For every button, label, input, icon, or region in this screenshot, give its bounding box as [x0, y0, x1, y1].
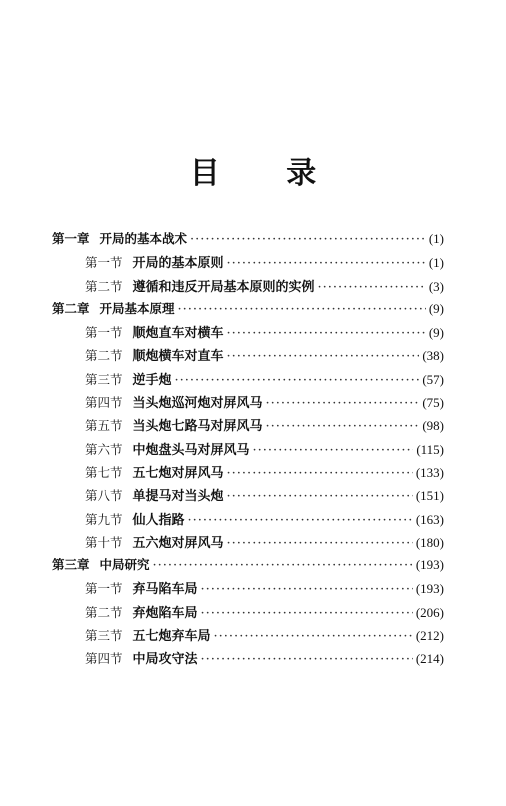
- entry-page: (212): [415, 628, 444, 644]
- entry-number: 第二节: [85, 604, 123, 620]
- leader-dots: [266, 396, 420, 411]
- entry-page: (1): [428, 255, 444, 271]
- entry-page: (214): [415, 651, 444, 667]
- entry-number: 第四节: [85, 395, 123, 411]
- toc-entry: [52, 415, 444, 438]
- toc-entry: [52, 299, 444, 322]
- leader-dots: [318, 280, 426, 295]
- entry-number: 第三节: [85, 371, 123, 387]
- leader-dots: [178, 302, 426, 317]
- entry-name: 顺炮横车对直车: [132, 349, 224, 365]
- entry-number: 第五节: [85, 418, 123, 434]
- toc-entry: [52, 322, 444, 345]
- toc-entry: [52, 252, 444, 275]
- entry-page: (115): [416, 441, 444, 457]
- leader-dots: [190, 232, 426, 247]
- toc-entry: [52, 485, 444, 508]
- entry-number: 第七节: [85, 464, 123, 480]
- entry-name: 当头炮巡河炮对屏风马: [132, 396, 263, 412]
- entry-number: 第一节: [85, 325, 123, 341]
- entry-name: 中局攻守法: [132, 652, 198, 668]
- entry-page: (1): [428, 231, 444, 246]
- toc-entry: [52, 509, 444, 532]
- toc-entry: [52, 462, 444, 485]
- entry-number: 第三节: [85, 628, 123, 644]
- toc-entry: [52, 625, 444, 648]
- entry-number: 第二章: [52, 300, 90, 316]
- toc-entry: [52, 439, 444, 462]
- entry-number: 第一节: [85, 581, 123, 597]
- entry-name: 中局研究: [99, 557, 150, 573]
- entry-name: 开局的基本原则: [132, 256, 224, 272]
- toc-entry: [52, 276, 444, 299]
- leader-dots: [266, 419, 420, 434]
- leader-dots: [227, 256, 426, 271]
- entry-name: 顺炮直车对横车: [132, 326, 224, 342]
- toc-entry: [52, 345, 444, 368]
- entry-name: 当头炮七路马对屏风马: [132, 419, 263, 435]
- entry-number: 第一章: [52, 231, 90, 246]
- entry-page: (133): [415, 464, 444, 480]
- entry-number: 第八节: [85, 488, 123, 504]
- leader-dots: [188, 513, 413, 528]
- entry-name: 弃马陷车局: [132, 582, 198, 598]
- leader-dots: [214, 629, 413, 644]
- entry-number: 第二节: [85, 278, 123, 294]
- entry-name: 开局基本原理: [99, 300, 175, 316]
- leader-dots: [227, 466, 413, 481]
- leader-dots: [175, 373, 420, 388]
- entry-page: (38): [422, 348, 444, 364]
- entry-name: 五六炮对屏风马: [132, 535, 224, 551]
- entry-page: (163): [415, 511, 444, 527]
- page-title: 目 录: [189, 156, 345, 191]
- entry-number: 第九节: [85, 511, 123, 527]
- entry-name: 中炮盘头马对屏风马: [132, 442, 250, 458]
- entry-number: 第四节: [85, 651, 123, 667]
- table-of-contents: [52, 229, 444, 672]
- entry-number: 第十节: [85, 534, 123, 550]
- leader-dots: [227, 349, 420, 364]
- leader-dots: [201, 582, 413, 597]
- leader-dots: [227, 536, 413, 551]
- leader-dots: [201, 652, 413, 667]
- entry-number: 第二节: [85, 348, 123, 364]
- leader-dots: [201, 606, 413, 621]
- entry-name: 开局的基本战术: [99, 231, 188, 246]
- entry-name: 仙人指路: [132, 512, 185, 528]
- entry-page: (75): [422, 395, 444, 411]
- toc-entry: [52, 555, 444, 578]
- toc-entry: [52, 602, 444, 625]
- entry-page: (9): [428, 300, 444, 316]
- entry-name: 遵循和违反开局基本原则的实例: [132, 279, 315, 295]
- entry-page: (3): [428, 278, 444, 294]
- entry-number: 第六节: [85, 441, 123, 457]
- entry-page: (9): [428, 325, 444, 341]
- entry-page: (206): [415, 604, 444, 620]
- leader-dots: [253, 443, 414, 458]
- leader-dots: [153, 558, 413, 573]
- entry-number: 第三章: [52, 557, 90, 573]
- leader-dots: [227, 489, 413, 504]
- toc-entry: [52, 648, 444, 671]
- entry-page: (180): [415, 534, 444, 550]
- entry-name: 单提马对当头炮: [132, 489, 224, 505]
- leader-dots: [227, 326, 426, 341]
- entry-page: (98): [422, 418, 444, 434]
- toc-entry: [52, 229, 444, 252]
- entry-name: 逆手炮: [132, 372, 172, 388]
- entry-page: (57): [422, 371, 444, 387]
- entry-name: 弃炮陷车局: [132, 605, 198, 621]
- toc-entry: [52, 532, 444, 555]
- entry-page: (193): [415, 557, 444, 573]
- entry-name: 五七炮弃车局: [132, 629, 211, 645]
- toc-entry: [52, 578, 444, 601]
- toc-entry: [52, 369, 444, 392]
- entry-page: (193): [415, 581, 444, 597]
- entry-number: 第一节: [85, 255, 123, 271]
- entry-name: 五七炮对屏风马: [132, 465, 224, 481]
- entry-page: (151): [415, 488, 444, 504]
- toc-entry: [52, 392, 444, 415]
